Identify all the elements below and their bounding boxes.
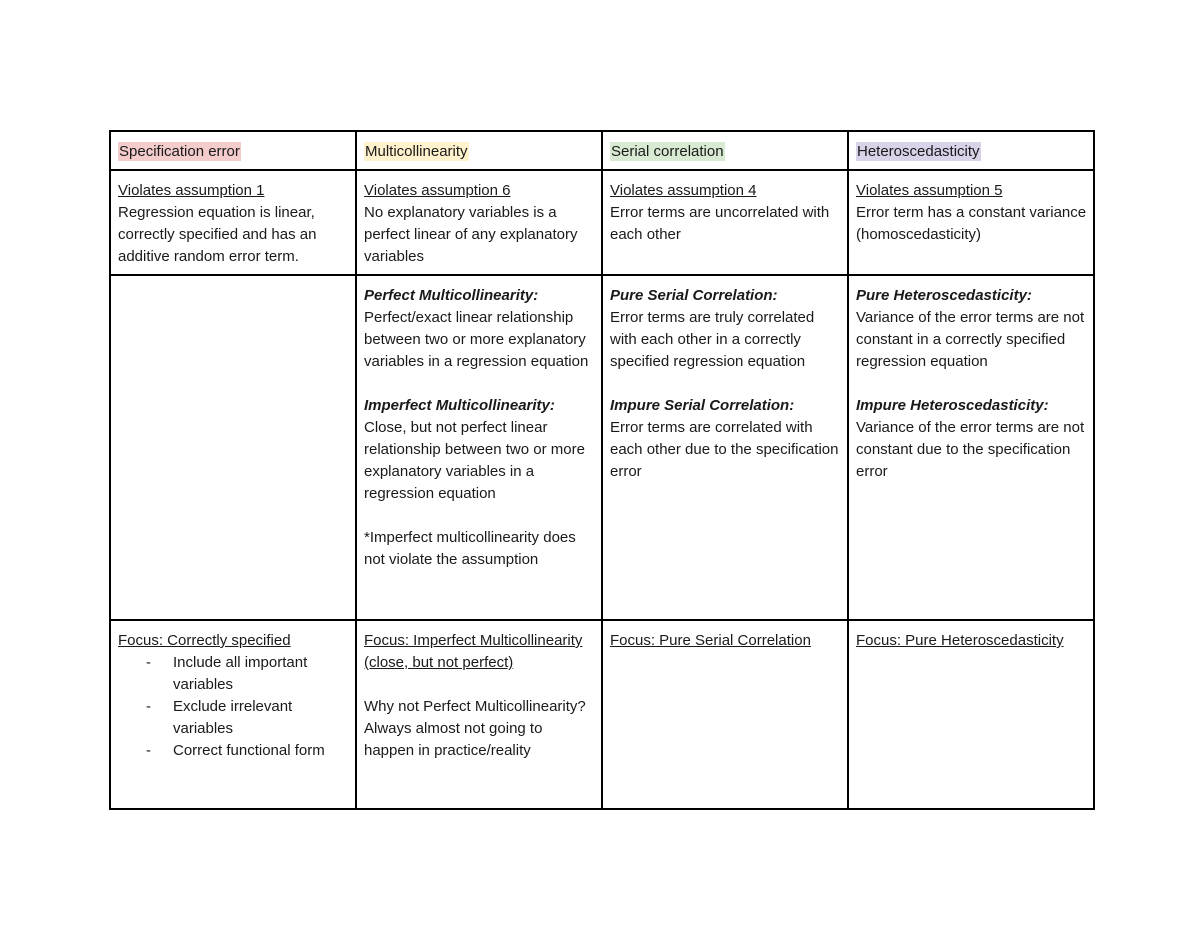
header-serial: Serial correlation — [611, 143, 724, 160]
header-cell-multi — [356, 131, 602, 170]
focus-title-hetero: Focus: Pure Heteroscedasticity — [856, 632, 1064, 649]
focus-question-multi: Why not Perfect Multicollinearity? — [364, 698, 586, 715]
imperfect-multi-title: Imperfect Multicollinearity: — [364, 397, 555, 414]
header-hetero: Heteroscedasticity — [857, 143, 980, 160]
assumption-text-spec: Regression equation is linear, correctly specified and has an additive random error term. — [118, 204, 317, 265]
impure-serial-text: Error terms are correlated with each other due to the specification error — [610, 419, 839, 480]
focus-cell-spec — [110, 620, 356, 809]
perfect-multi-title: Perfect Multicollinearity: — [364, 287, 539, 304]
types-cell-multi — [356, 275, 602, 620]
pure-hetero-title: Pure Heteroscedasticity: — [856, 287, 1032, 304]
assumption-text-serial: Error terms are uncorrelated with each other — [610, 204, 830, 243]
assumption-text-multi: No explanatory variables is a perfect linear of any explanatory variables — [364, 204, 578, 265]
assumption-title-multi: Violates assumption 6 — [364, 182, 511, 199]
header-cell-serial — [602, 131, 848, 170]
list-item: - Exclude irrelevant variables — [118, 696, 349, 740]
header-cell-spec — [110, 131, 356, 170]
focus-title-serial: Focus: Pure Serial Correlation — [610, 632, 811, 649]
pure-serial-title: Pure Serial Correlation: — [610, 287, 778, 304]
assumption-cell-serial — [602, 170, 848, 275]
impure-serial-title: Impure Serial Correlation: — [610, 397, 795, 414]
assumption-cell-hetero — [848, 170, 1094, 275]
focus-list-spec — [118, 652, 349, 762]
focus-cell-serial — [602, 620, 848, 809]
pure-hetero-text: Variance of the error terms are not constant in a correctly specified regression equation — [856, 309, 1085, 370]
focus-cell-hetero — [848, 620, 1094, 809]
assumption-text-hetero: Error term has a constant variance (homoscedasticity) — [856, 204, 1087, 243]
types-cell-hetero — [848, 275, 1094, 620]
list-item: - Correct functional form — [118, 740, 349, 762]
assumption-cell-multi — [356, 170, 602, 275]
header-multi: Multicollinearity — [365, 143, 468, 160]
focus-answer-multi: Always almost not going to happen in practice/reality — [364, 720, 543, 759]
list-item: - Include all important variables — [118, 652, 349, 696]
types-row — [110, 275, 1094, 620]
assumption-title-serial: Violates assumption 4 — [610, 182, 757, 199]
impure-hetero-text: Variance of the error terms are not constant due to the specification error — [856, 419, 1085, 480]
assumption-title-spec: Violates assumption 1 — [118, 182, 265, 199]
imperfect-multi-text: Close, but not perfect linear relationship between two or more explanatory variables in a regression equation — [364, 419, 585, 502]
header-spec: Specification error — [119, 143, 240, 160]
focus-row — [110, 620, 1094, 809]
imperfect-multi-note: *Imperfect multicollinearity does not violate the assumption — [364, 529, 576, 568]
focus-title-multi: Focus: Imperfect Multicollinearity (close, but not perfect) — [364, 632, 583, 671]
assumption-title-hetero: Violates assumption 5 — [856, 182, 1003, 199]
focus-title-spec: Focus: Correctly specified — [118, 632, 291, 649]
comparison-table — [109, 130, 1095, 810]
header-cell-hetero — [848, 131, 1094, 170]
pure-serial-text: Error terms are truly correlated with each other in a correctly specified regression equation — [610, 309, 815, 370]
focus-cell-multi — [356, 620, 602, 809]
types-cell-spec — [110, 275, 356, 620]
assumption-cell-spec — [110, 170, 356, 275]
perfect-multi-text: Perfect/exact linear relationship between two or more explanatory variables in a regression equation — [364, 309, 589, 370]
header-row — [110, 131, 1094, 170]
impure-hetero-title: Impure Heteroscedasticity: — [856, 397, 1049, 414]
types-cell-serial — [602, 275, 848, 620]
assumption-row — [110, 170, 1094, 275]
